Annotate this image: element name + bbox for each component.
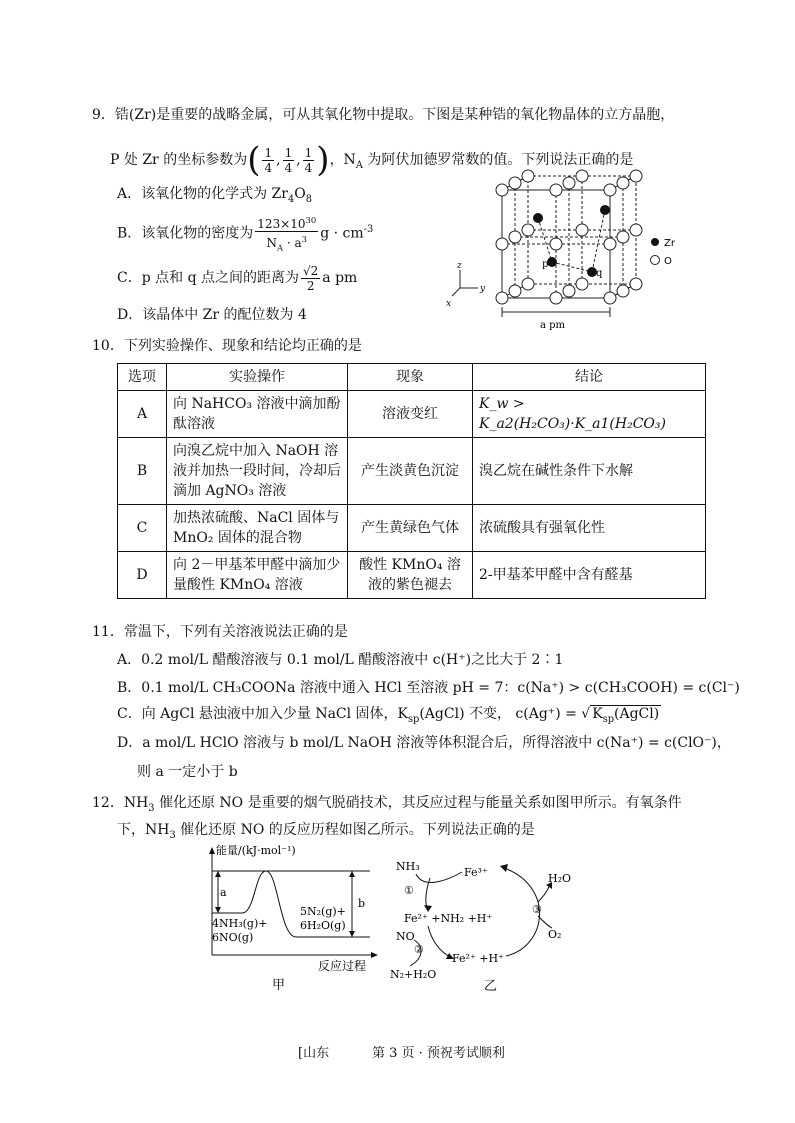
q9-stem-tail: 为阿伏加德罗常数的值。下列说法正确的是 — [362, 152, 634, 168]
q9-stem-text: 锆(Zr)是重要的战略金属，可从其氧化物中提取。下图是某种锆的氧化物晶体的立方晶胞， — [114, 107, 675, 123]
table-row — [118, 552, 706, 599]
axis-x-label: x — [446, 299, 452, 309]
q9-option-b: B．该氧化物的密度为 $\frac{123\times 10^{30}}{N_A \cdot a^3}$ $g \cdot cm^{-3}$ — [117, 214, 374, 253]
table-header-row — [118, 364, 706, 391]
product-line2: 6H₂O(g) — [300, 919, 346, 932]
row-b-option: B — [118, 438, 167, 505]
o2-label: O₂ — [548, 928, 562, 941]
q9-frac-1: $\frac{1}{4}$ — [264, 145, 273, 175]
n2-h2o-label: N₂+H₂O — [390, 968, 437, 981]
dimension-label: a pm — [540, 320, 566, 331]
q10-table — [117, 363, 706, 599]
table-row — [118, 505, 706, 552]
row-c-phenomenon: 产生黄绿色气体 — [348, 505, 473, 552]
header-option: 选项 — [118, 364, 167, 391]
label-q: q — [596, 268, 603, 279]
row-b-phenomenon: 产生淡黄色沉淀 — [348, 438, 473, 505]
row-d-phenomenon: 酸性 KMnO₄ 溶液的紫色褪去 — [348, 552, 473, 599]
row-c-operation: 加热浓硫酸、NaCl 固体与 MnO₂ 固体的混合物 — [167, 505, 348, 552]
legend-zr: Zr — [664, 238, 675, 249]
row-c-option: C — [118, 505, 167, 552]
q11-stem: 11．常温下，下列有关溶液说法正确的是 — [92, 624, 348, 640]
figure-jia-caption: 甲 — [272, 978, 286, 993]
legend-o: O — [664, 256, 672, 267]
q11-option-a: A．0.2 mol/L 醋酸溶液与 0.1 mol/L 醋酸溶液中 c(H⁺)之比大于 2∶1 — [117, 652, 564, 668]
intermediate-label: Fe²⁺ +NH₂ +H⁺ — [404, 912, 493, 925]
q9-coord-intro: P 处 Zr 的坐标参数为 — [110, 152, 248, 168]
row-c-conclusion: 浓硫酸具有强氧化性 — [473, 505, 706, 552]
step-2: ② — [414, 943, 424, 956]
step-3: ③ — [532, 903, 542, 916]
q11-option-c: C．向 AgCl 悬浊液中加入少量 NaCl 固体，$K_{sp}(AgCl)$ 不变， c(Ag⁺) = √ $K_{sp}(AgCl)$ — [117, 704, 661, 730]
label-p: p — [542, 259, 549, 270]
q9-crystal-figure — [440, 168, 690, 333]
footer-page: 第 3 页 · 预祝考试顺利 — [372, 1046, 505, 1061]
no-label: NO — [396, 930, 415, 943]
footer-left: [山东 — [298, 1046, 330, 1061]
table-row — [118, 391, 706, 438]
label-a: a — [220, 886, 227, 899]
q9-option-d: D．该晶体中 Zr 的配位数为 4 — [117, 307, 307, 323]
q9-option-c: C．p 点和 q 点之间的距离为 $\frac{√2}{2}$ a pm — [117, 263, 358, 293]
q11-option-d-line1: D．a mol/L HClO 溶液与 b mol/L NaOH 溶液等体积混合后，所得溶液中 c(Na⁺) = c(ClO⁻)， — [117, 735, 731, 751]
process-axis-label: 反应过程 — [318, 959, 367, 973]
axis-y-label: y — [480, 284, 486, 294]
legend-zr-marker — [651, 238, 659, 246]
q12-mechanism-diagram — [388, 850, 608, 995]
q11-option-b: B．0.1 mol/L CH₃COONa 溶液中通入 HCl 至溶液 pH = 7：c(Na⁺) > c(CH₃COOH) = c(Cl⁻) — [117, 680, 740, 696]
header-phenomenon: 现象 — [348, 364, 473, 391]
reactant-line1: 4NH₃(g)+ — [212, 917, 268, 930]
q10-stem: 10．下列实验操作、现象和结论均正确的是 — [92, 338, 362, 354]
legend-o-marker — [651, 256, 660, 265]
reactant-line2: 6NO(g) — [212, 931, 254, 944]
axes-icon — [452, 270, 478, 296]
row-a-phenomenon: 溶液变红 — [348, 391, 473, 438]
label-b: b — [358, 897, 366, 910]
q12-stem-line2: 下，$NH_3$ 催化还原 NO 的反应历程如图乙所示。下列说法正确的是 — [117, 822, 535, 841]
product-line1: 5N₂(g)+ — [300, 905, 346, 918]
q12-stem-line1: 12．$NH_3$ 催化还原 NO 是重要的烟气脱硝技术，其反应过程与能量关系如图甲所示。有氧条件 — [92, 795, 682, 814]
q9-frac-2: $\frac{1}{4}$ — [284, 145, 293, 175]
h2o-label: H₂O — [548, 872, 572, 885]
q9-number: 9． — [92, 107, 115, 123]
nh3-label: NH₃ — [396, 860, 420, 873]
energy-axis-label: 能量/(kJ·mol⁻¹) — [216, 844, 296, 857]
q9-stem-line2: P 处 Zr 的坐标参数为( $\frac{1}{4}$ , $\frac{1}{4}$ , $\frac{1}{4}$ )，$N_A$ 为阿伏加德罗常数的值。下列说法正确的是 — [110, 140, 634, 180]
q11-option-d-line2: 则 a 一定小于 b — [137, 764, 238, 780]
q12-energy-diagram — [200, 843, 380, 993]
row-d-operation: 向 2－甲基苯甲醛中滴加少量酸性 KMnO₄ 溶液 — [167, 552, 348, 599]
row-a-conclusion: K_w > K_a2(H₂CO₃)·K_a1(H₂CO₃) — [473, 391, 706, 438]
header-conclusion: 结论 — [473, 364, 706, 391]
table-row — [118, 438, 706, 505]
fe2-h-label: Fe²⁺ +H⁺ — [452, 952, 504, 965]
row-a-option: A — [118, 391, 167, 438]
row-d-conclusion: 2-甲基苯甲醛中含有醛基 — [473, 552, 706, 599]
row-b-conclusion: 溴乙烷在碱性条件下水解 — [473, 438, 706, 505]
fe3-label: Fe³⁺ — [464, 866, 488, 879]
axis-z-label: z — [457, 261, 462, 271]
header-operation: 实验操作 — [167, 364, 348, 391]
step-1: ① — [404, 884, 414, 897]
q9-frac-3: $\frac{1}{4}$ — [304, 145, 313, 175]
row-b-operation: 向溴乙烷中加入 NaOH 溶液并加热一段时间，冷却后滴加 AgNO₃ 溶液 — [167, 438, 348, 505]
q9-stem-line1 — [92, 105, 674, 125]
row-a-operation: 向 NaHCO₃ 溶液中滴加酚酞溶液 — [167, 391, 348, 438]
figure-yi-caption: 乙 — [484, 979, 498, 994]
row-d-option: D — [118, 552, 167, 599]
q9-option-a: A．该氧化物的化学式为 $Zr_4O_8$ — [117, 186, 312, 205]
